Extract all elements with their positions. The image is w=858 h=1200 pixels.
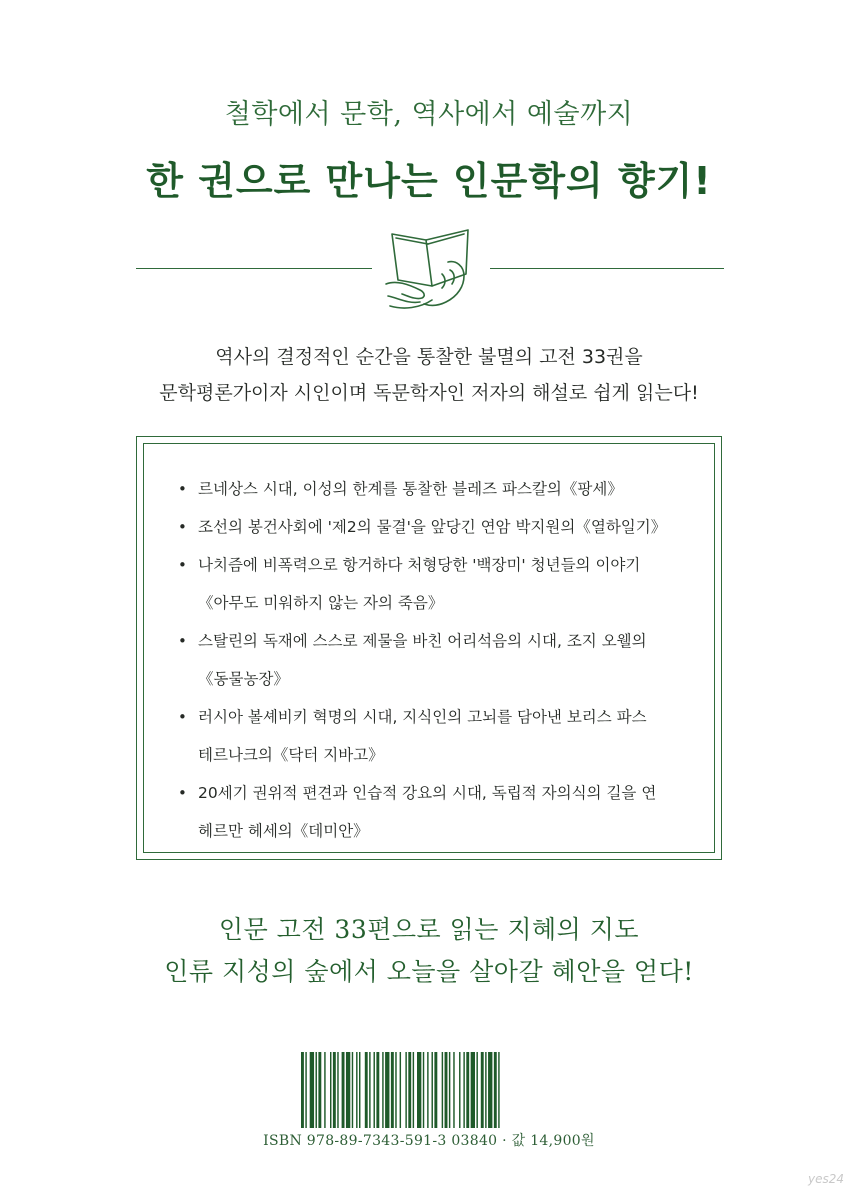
barcode-bar [423,1052,424,1128]
barcode-bar [395,1052,396,1128]
barcode-bar [305,1052,306,1128]
barcode-bar [417,1052,421,1128]
list-item-text: 나치즘에 비폭력으로 항거하다 처형당한 '백장미' 청년들의 이야기 [198,556,641,574]
barcode-bar [434,1052,437,1128]
barcode-bar [359,1052,360,1128]
barcode-bar [369,1052,370,1128]
divider-left [136,268,372,269]
watermark: yes24 [807,1172,844,1186]
headline: 한 권으로 만나는 인문학의 향기! [146,159,712,203]
barcode-bar [494,1052,497,1128]
list-item [178,704,698,768]
barcode-bar [453,1052,454,1128]
barcode-bar [413,1052,414,1128]
list-item [178,552,698,616]
list-item-text: 스탈린의 독재에 스스로 제물을 바친 어리석음의 시대, 조지 오웰의 [198,632,647,650]
list-item-text: 러시아 볼셰비키 혁명의 시대, 지식인의 고뇌를 담아낸 보리스 파스 [198,708,647,726]
bullet: • [178,784,187,802]
list-item-text: 르네상스 시대, 이성의 한계를 통찰한 블레즈 파스칼의《팡세》 [198,480,623,498]
list-item-text-continued: 테르나크의《닥터 지바고》 [198,746,384,764]
barcode-bar [316,1052,317,1128]
list-item [178,628,698,692]
barcode-bar [405,1052,406,1128]
barcode-bar [432,1052,433,1128]
bullet: • [178,480,187,498]
book-list [178,476,698,856]
barcode-bar [488,1052,492,1128]
closing-line-1: 인문 고전 33편으로 읽는 지혜의 지도 [218,915,640,944]
barcode-bar [376,1052,379,1128]
barcode-bar [449,1052,450,1128]
barcode-bar [471,1052,475,1128]
list-item-text-continued: 《아무도 미워하지 않는 자의 죽음》 [198,594,444,612]
closing-line-2: 인류 지성의 숲에서 오늘을 살아갈 혜안을 얻다! [164,957,694,986]
barcode-bar [337,1052,338,1128]
barcode-bar [459,1052,460,1128]
barcode-bar [408,1052,411,1128]
divider-right [490,268,724,269]
barcode-bar [356,1052,357,1128]
subtitle: 철학에서 문학, 역사에서 예술까지 [224,99,634,130]
barcode-bar [485,1052,486,1128]
barcode-bar [365,1052,368,1128]
list-item [178,780,698,844]
list-item [178,476,698,502]
barcode-bar [445,1052,448,1128]
isbn-price: ISBN 978-89-7343-591-3 03840 · 값 14,900원 [263,1133,595,1149]
barcode-bar [352,1052,353,1128]
bullet: • [178,632,187,650]
barcode-bar [498,1052,499,1128]
list-item-text: 조선의 봉건사회에 '제2의 물결'을 앞당긴 연암 박지원의《열하일기》 [198,518,667,536]
barcode-bar [301,1052,304,1128]
barcode-bar [463,1052,464,1128]
barcode-bar [346,1052,350,1128]
book-reading-icon [380,222,480,314]
barcode-bar [330,1052,331,1128]
barcode-bar [391,1052,394,1128]
barcode-bar [400,1052,401,1128]
barcode-bar [466,1052,469,1128]
list-item-text: 20세기 권위적 편견과 인습적 강요의 시대, 독립적 자의식의 길을 연 [198,784,657,802]
barcode-bar [318,1052,321,1128]
bullet: • [178,518,187,536]
barcode-bar [442,1052,443,1128]
barcode-bar [385,1052,389,1128]
barcode-bar [476,1052,477,1128]
intro-line-2: 문학평론가이자 시인이며 독문학자인 저자의 해설로 쉽게 읽는다! [159,382,699,404]
barcode-bar [310,1052,314,1128]
list-item-text-continued: 헤르만 헤세의《데미안》 [198,822,369,840]
list-item [178,514,698,540]
barcode-bar [481,1052,484,1128]
barcode-bar [382,1052,383,1128]
barcode-bar [342,1052,345,1128]
bullet: • [178,556,187,574]
barcode [301,1052,557,1128]
barcode-bar [324,1052,325,1128]
barcode-bar [374,1052,375,1128]
barcode-bar [427,1052,428,1128]
list-item-text-continued: 《동물농장》 [198,670,289,688]
intro-line-1: 역사의 결정적인 순간을 통찰한 불멸의 고전 33권을 [215,346,643,368]
bullet: • [178,708,187,726]
barcode-bar [333,1052,336,1128]
